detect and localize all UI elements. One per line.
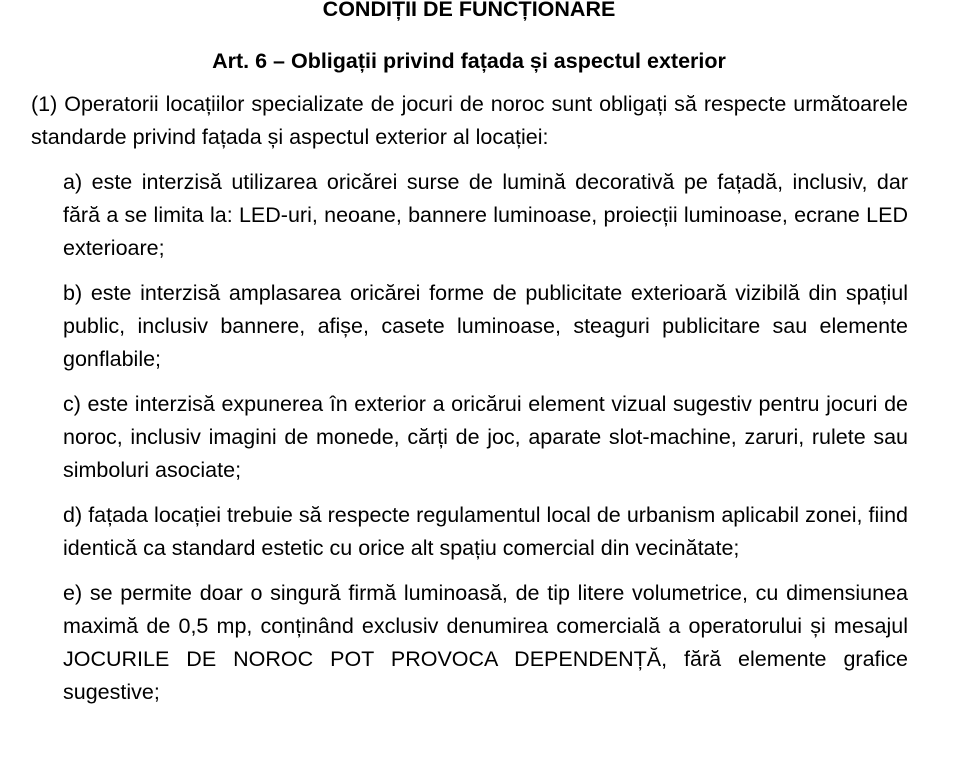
intro-paragraph: (1) Operatorii locațiilor specializate de jocuri de noroc sunt obligați să respecte următoarele standarde privind fațada și aspectul exterior al locației: [31, 92, 908, 149]
list-item-c: c) este interzisă expunerea în exterior a oricărui element vizual sugestiv pentru jocuri de noroc, inclusiv imagini de monede, cărți de joc, aparate slot-machine, zaruri, rulete sau simboluri asociate; [63, 392, 908, 482]
list-item-a: a) este interzisă utilizarea oricărei surse de lumină decorativă pe fațadă, inclusiv, dar fără a se limita la: LED-uri, neoane, bannere luminoase, proiecții luminoase, ecrane LED exterioare; [63, 170, 908, 260]
list-item-d: d) fațada locației trebuie să respecte regulamentul local de urbanism aplicabil zonei, fiind identică ca standard estetic cu orice alt spațiu comercial din vecinătate; [63, 503, 908, 560]
article-title: Art. 6 – Obligații privind fațada și aspectul exterior [212, 49, 726, 73]
obligations-list [63, 166, 908, 709]
chapter-title: CONDIȚII DE FUNCȚIONARE [322, 0, 616, 21]
list-item-e: e) se permite doar o singură firmă luminoasă, de tip litere volumetrice, cu dimensiunea maximă de 0,5 mp, conținând exclusiv denumirea comercială a operatorului și mesajul JOCURILE DE NOROC POT PROVOCA DEPENDENȚĂ, fără elemente grafice sugestive; [63, 581, 908, 704]
list-item-b: b) este interzisă amplasarea oricărei forme de publicitate exterioară vizibilă din spațiul public, inclusiv bannere, afișe, casete luminoase, steaguri publicitare sau elemente gonflabile; [63, 281, 908, 371]
